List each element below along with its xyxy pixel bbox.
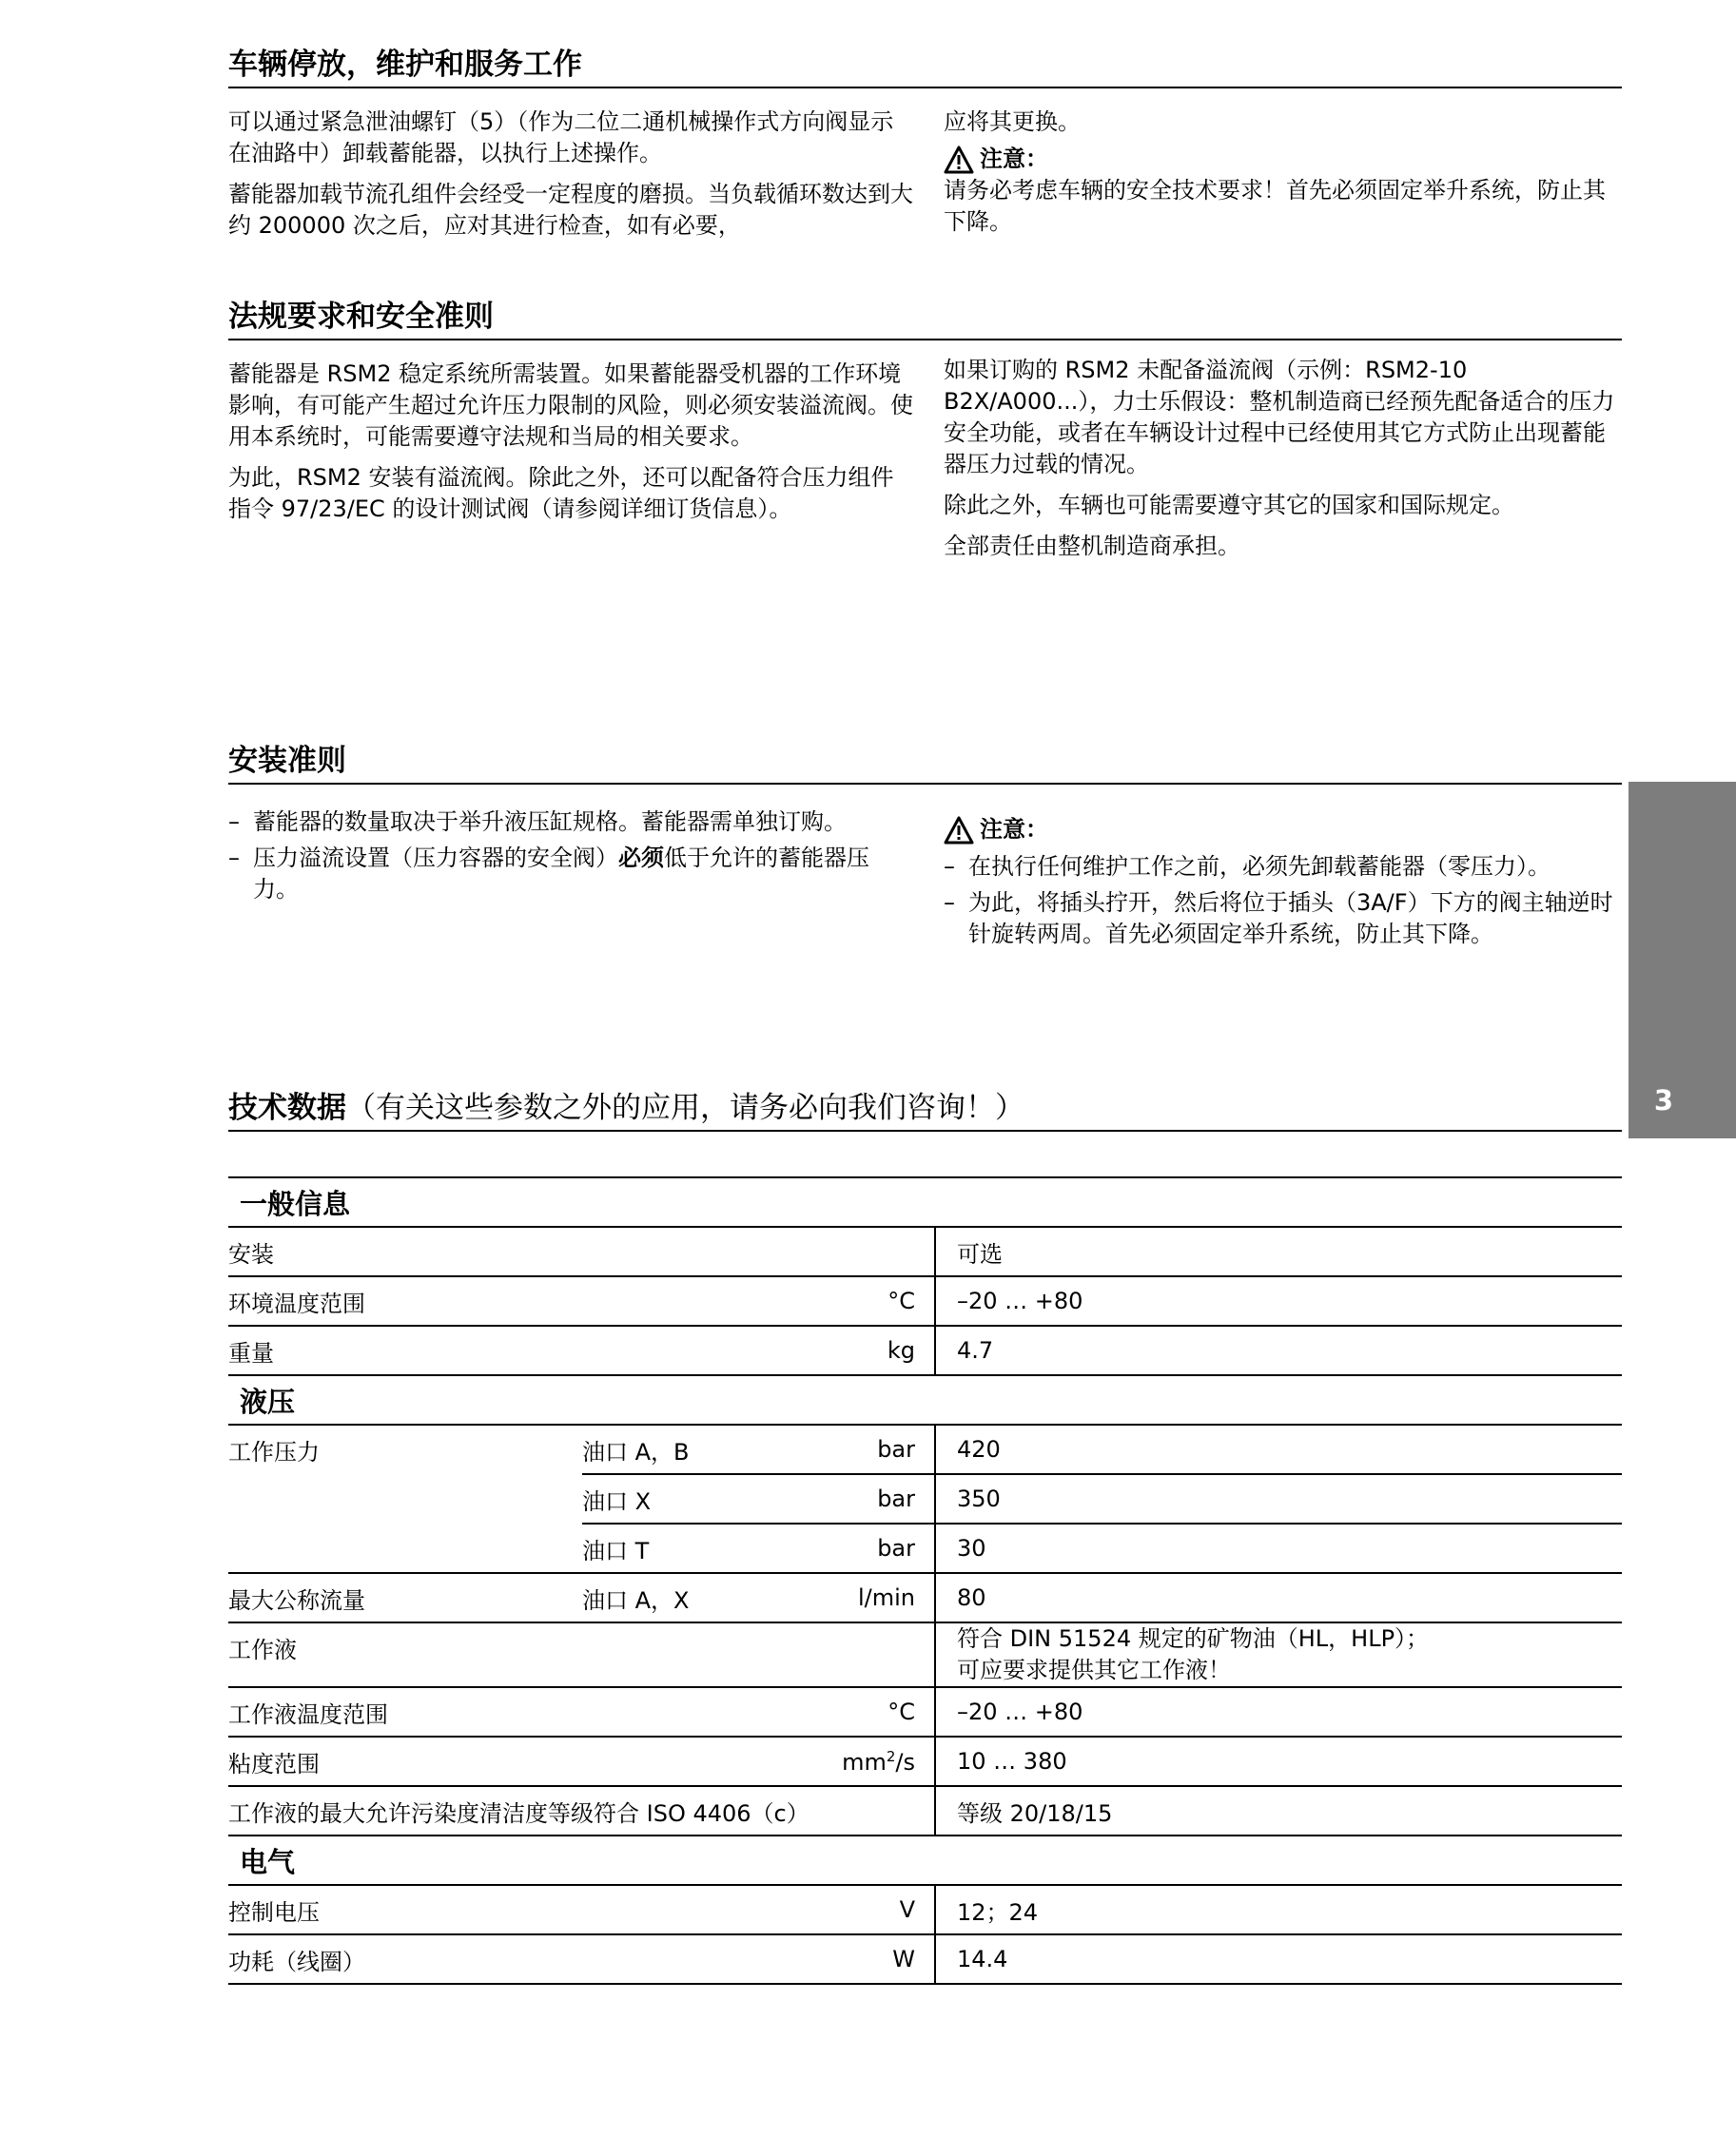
row-label: 工作液温度范围 xyxy=(228,1687,582,1737)
row-value: –20 … +80 xyxy=(935,1687,1622,1737)
value-line: 符合 DIN 51524 规定的矿物油（HL，HLP）； xyxy=(957,1625,1430,1652)
row-sub: 油口 T xyxy=(582,1524,763,1573)
row-label: 粘度范围 xyxy=(228,1737,582,1786)
paragraph: 应将其更换。 xyxy=(944,108,1081,135)
row-value: 可选 xyxy=(935,1227,1622,1276)
paragraph: 除此之外，车辆也可能需要遵守其它的国家和国际规定。 xyxy=(944,492,1514,518)
warning-text: 请务必考虑车辆的安全技术要求！首先必须固定举升系统，防止其下降。 xyxy=(944,177,1606,235)
row-value: 80 xyxy=(935,1573,1622,1622)
group-heading: 电气 xyxy=(228,1836,1622,1885)
row-sub xyxy=(582,1934,763,1984)
row-unit: l/min xyxy=(763,1573,935,1622)
text-run: 低于允许的蓄能器压力。 xyxy=(253,845,869,903)
list-item xyxy=(228,806,913,838)
bullet-dash: – xyxy=(944,853,955,880)
table-row xyxy=(228,1622,1622,1687)
title-note: （有关这些参数之外的应用，请务必向我们咨询！） xyxy=(346,1091,1024,1125)
row-label: 工作液的最大允许污染度清洁度等级符合 ISO 4406（c） xyxy=(228,1786,935,1836)
table-row xyxy=(228,1934,1622,1984)
list-item xyxy=(944,851,1622,883)
table-row xyxy=(228,1786,1622,1836)
table-row xyxy=(228,1737,1622,1786)
row-sub: 油口 A，B xyxy=(582,1425,763,1474)
row-unit: V xyxy=(763,1885,935,1934)
table-row xyxy=(228,1885,1622,1934)
row-sub xyxy=(582,1687,763,1737)
row-label: 环境温度范围 xyxy=(228,1276,582,1326)
table-row xyxy=(228,1573,1622,1622)
table-row xyxy=(228,1276,1622,1326)
row-sub: 油口 A，X xyxy=(582,1573,763,1622)
warning-triangle-icon xyxy=(944,146,974,174)
paragraph: 为此，RSM2 安装有溢流阀。除此之外，还可以配备符合压力组件指令 97/23/EC 的设计测试阀（请参阅详细订货信息）。 xyxy=(228,464,894,522)
installation-left-column xyxy=(228,806,913,910)
row-unit: kg xyxy=(763,1326,935,1375)
unit-base: mm xyxy=(842,1748,887,1776)
row-unit: °C xyxy=(763,1276,935,1326)
title-bold: 技术数据 xyxy=(228,1091,346,1125)
list-item-text xyxy=(253,843,913,905)
row-sub xyxy=(582,1227,763,1276)
row-label: 工作压力 xyxy=(228,1439,320,1466)
table-group-row xyxy=(228,1177,1622,1227)
row-value: 350 xyxy=(935,1474,1622,1524)
row-value: 30 xyxy=(935,1524,1622,1573)
section-title-installation: 安装准则 xyxy=(228,742,1622,785)
warning-heading xyxy=(944,814,1622,845)
chapter-number: 3 xyxy=(1653,1084,1674,1117)
row-label xyxy=(228,1474,582,1524)
row-value: –20 … +80 xyxy=(935,1276,1622,1326)
paragraph: 如果订购的 RSM2 未配备溢流阀（示例：RSM2-10 B2X/A000...），力士乐假设：整机制造商已经预先配备适合的压力安全功能，或者在车辆设计过程中已经使用其它方式防止出现蓄能器压力过载的情况。 xyxy=(944,357,1615,477)
list-item-text: 蓄能器的数量取决于举升液压缸规格。蓄能器需单独订购。 xyxy=(253,808,847,835)
row-sub xyxy=(582,1326,763,1375)
table-group-row xyxy=(228,1836,1622,1885)
row-unit: W xyxy=(763,1934,935,1984)
installation-right-column xyxy=(944,814,1622,955)
row-unit xyxy=(763,1737,935,1786)
row-label: 工作液 xyxy=(228,1622,582,1687)
row-value: 4.7 xyxy=(935,1326,1622,1375)
section-title-maintenance: 车辆停放，维护和服务工作 xyxy=(228,46,1622,88)
text-run: 压力溢流设置（压力容器的安全阀） xyxy=(253,845,618,871)
row-value: 420 xyxy=(935,1425,1622,1474)
row-label: 功耗（线圈） xyxy=(228,1934,582,1984)
paragraph: 可以通过紧急泄油螺钉（5）（作为二位二通机械操作式方向阀显示在油路中）卸载蓄能器，以执行上述操作。 xyxy=(228,108,894,166)
row-unit: bar xyxy=(763,1474,935,1524)
warning-heading xyxy=(944,144,1622,175)
row-unit: bar xyxy=(763,1425,935,1474)
regulations-right-column xyxy=(944,355,1622,572)
row-label: 控制电压 xyxy=(228,1885,582,1934)
section-title-regulations: 法规要求和安全准则 xyxy=(228,298,1622,340)
list-item xyxy=(944,887,1622,950)
table-row xyxy=(228,1425,1622,1474)
warning-label: 注意： xyxy=(980,146,1048,172)
row-unit xyxy=(763,1227,935,1276)
group-heading: 液压 xyxy=(228,1375,1622,1425)
row-unit xyxy=(763,1622,935,1687)
value-line: 可应要求提供其它工作液！ xyxy=(957,1657,1231,1683)
section-title-technical-data xyxy=(228,1089,1622,1132)
row-label: 最大公称流量 xyxy=(228,1573,582,1622)
table-row xyxy=(228,1524,1622,1573)
row-sub xyxy=(582,1737,763,1786)
row-label: 重量 xyxy=(228,1326,582,1375)
row-value: 12；24 xyxy=(935,1885,1622,1934)
row-label xyxy=(228,1524,582,1573)
table-row xyxy=(228,1326,1622,1375)
table-row xyxy=(228,1474,1622,1524)
row-sub: 油口 X xyxy=(582,1474,763,1524)
warning-label: 注意： xyxy=(980,816,1048,843)
list-item-text: 为此，将插头拧开，然后将位于插头（3A/F）下方的阀主轴逆时针旋转两周。首先必须固定举升系统，防止其下降。 xyxy=(968,889,1613,947)
group-heading: 一般信息 xyxy=(228,1177,1622,1227)
row-value: 等级 20/18/15 xyxy=(935,1786,1622,1836)
bullet-dash: – xyxy=(228,808,240,835)
bullet-dash: – xyxy=(944,889,955,916)
emphasis-text: 必须 xyxy=(618,845,664,871)
paragraph: 蓄能器是 RSM2 稳定系统所需装置。如果蓄能器受机器的工作环境影响，有可能产生超过允许压力限制的风险，则必须安装溢流阀。使用本系统时，可能需要遵守法规和当局的相关要求。 xyxy=(228,360,913,450)
list-item-text: 在执行任何维护工作之前，必须先卸载蓄能器（零压力）。 xyxy=(968,853,1551,880)
warning-triangle-icon xyxy=(944,816,974,845)
row-value xyxy=(935,1622,1622,1687)
row-unit: bar xyxy=(763,1524,935,1573)
list-item xyxy=(228,843,913,905)
maintenance-left-column xyxy=(228,107,913,251)
unit-tail: /s xyxy=(895,1748,915,1776)
row-label: 安装 xyxy=(228,1227,582,1276)
row-value: 10 … 380 xyxy=(935,1737,1622,1786)
row-sub xyxy=(582,1276,763,1326)
bullet-dash: – xyxy=(228,845,240,871)
table-row xyxy=(228,1687,1622,1737)
row-unit: °C xyxy=(763,1687,935,1737)
paragraph: 全部责任由整机制造商承担。 xyxy=(944,533,1240,559)
row-value: 14.4 xyxy=(935,1934,1622,1984)
regulations-left-column xyxy=(228,359,913,534)
maintenance-right-column xyxy=(944,107,1622,247)
row-sub xyxy=(582,1622,763,1687)
paragraph: 蓄能器加载节流孔组件会经受一定程度的磨损。当负载循环数达到大约 200000 次之后，应对其进行检查，如有必要， xyxy=(228,181,913,239)
row-sub xyxy=(582,1885,763,1934)
technical-data-table xyxy=(228,1176,1622,1985)
table-group-row xyxy=(228,1375,1622,1425)
unit-sup: 2 xyxy=(886,1747,896,1765)
table-row xyxy=(228,1227,1622,1276)
